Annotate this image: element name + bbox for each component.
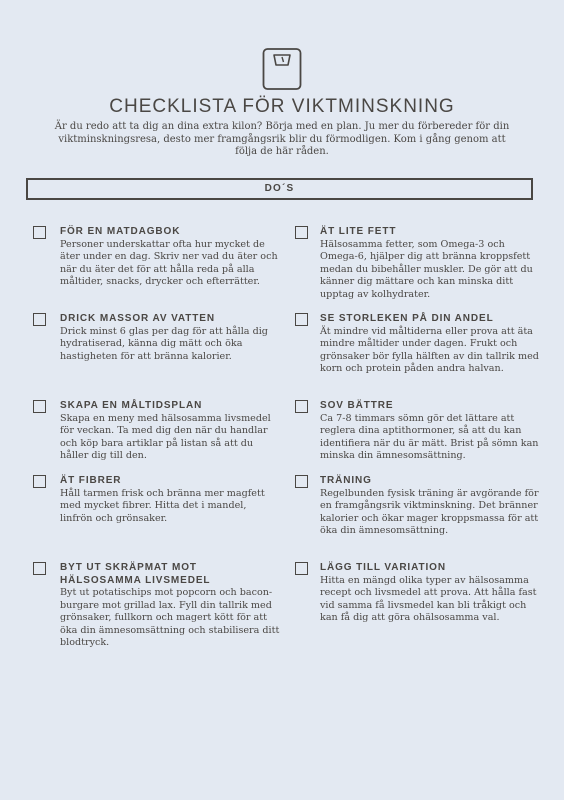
checkbox-item-food-diary[interactable] — [33, 226, 46, 239]
checkbox-item-little-fat[interactable] — [295, 226, 308, 239]
item-title: ÄT LITE FETT — [320, 226, 397, 237]
list-item — [320, 226, 540, 301]
list-item — [60, 562, 280, 650]
dos-section-header: DO´S — [26, 178, 533, 200]
list-item — [60, 226, 280, 289]
item-body: Skapa en meny med hälsosamma livsmedel för veckan. Ta med dig den när du handlar och köp bara artiklar på listan så att du håller dig till den. — [60, 412, 271, 462]
list-item — [320, 313, 540, 376]
item-body: Ca 7-8 timmars sömn gör det lättare att reglera dina aptithormoner, så att du kan identifiera när du är mätt. Brist på sömn kan minska din ämnesomsättning. — [320, 412, 539, 462]
checkbox-item-fiber[interactable] — [33, 475, 46, 488]
checkbox-item-add-variety[interactable] — [295, 562, 308, 575]
item-body: Byt ut potatischips mot popcorn och bacon-burgare mot grillad lax. Fyll din tallrik med grönsaker, fullkorn och magert kött för att öka din ämnesomsättning och stabilisera ditt blodtryck. — [60, 587, 280, 649]
list-item — [320, 400, 540, 463]
checkbox-item-swap-junk-food[interactable] — [33, 562, 46, 575]
item-title: BYT UT SKRÄPMAT MOT HÄLSOSAMMA LIVSMEDEL — [60, 562, 211, 586]
item-title: TRÄNING — [320, 475, 372, 486]
list-item — [320, 562, 540, 625]
item-body: Håll tarmen frisk och bränna mer magfett med mycket fibrer. Hitta det i mandel, linfrön och grönsaker. — [60, 487, 265, 524]
list-item — [60, 475, 280, 525]
item-body: Personer underskattar ofta hur mycket de äter under en dag. Skriv ner vad du äter och när du äter det för att hålla reda på alla måltider, snacks, drycker och efterrätter. — [60, 238, 278, 288]
item-title: FÖR EN MATDAGBOK — [60, 226, 181, 237]
item-body: Ät mindre vid måltiderna eller prova att äta mindre måltider under dagen. Frukt och grönsaker bör fylla hälften av din tallrik med korn och protein påden andra halvan. — [320, 325, 539, 375]
item-title: ÄT FIBRER — [60, 475, 122, 486]
item-body: Hitta en mängd olika typer av hälsosamma recept och livsmedel att prova. Att hålla fast vid samma få livsmedel kan bli tråkigt och kan få dig att göra ohälsosamma val. — [320, 574, 537, 624]
checkbox-item-drink-water[interactable] — [33, 313, 46, 326]
item-body: Regelbunden fysisk träning är avgörande för en framgångsrik viktminskning. Det bränner kalorier och ökar mager kroppsmassa för att öka din ämnesomsättning. — [320, 487, 539, 537]
checkbox-item-meal-plan[interactable] — [33, 400, 46, 413]
item-title: SKAPA EN MÅLTIDSPLAN — [60, 400, 203, 411]
item-title: LÄGG TILL VARIATION — [320, 562, 446, 573]
item-body: Drick minst 6 glas per dag för att hålla dig hydratiserad, känna dig mätt och öka hastigheten för att bränna kalorier. — [60, 325, 268, 362]
list-item — [60, 313, 280, 363]
item-title: SOV BÄTTRE — [320, 400, 394, 411]
checkbox-item-portion-size[interactable] — [295, 313, 308, 326]
intro-text: Är du redo att ta dig an dina extra kilon? Börja med en plan. Ju mer du förbereder för din viktminskningsresa, desto mer framgångsrik blir du förmodligen. Kom i gång genom att följa de här råden. — [54, 121, 510, 157]
page-title: CHECKLISTA FÖR VIKTMINSKNING — [109, 96, 455, 117]
item-body: Hälsosamma fetter, som Omega-3 och Omega-6, hjälper dig att bränna kroppsfett medan du bibehåller muskler. De gör att du känner dig mättare och kan minska ditt upptag av kolhydrater. — [320, 238, 533, 300]
checkbox-item-exercise[interactable] — [295, 475, 308, 488]
list-item — [320, 475, 540, 538]
scale-icon — [261, 47, 303, 91]
item-title: SE STORLEKEN PÅ DIN ANDEL — [320, 313, 494, 324]
list-item — [60, 400, 280, 463]
item-title: DRICK MASSOR AV VATTEN — [60, 313, 215, 324]
checkbox-item-sleep-better[interactable] — [295, 400, 308, 413]
